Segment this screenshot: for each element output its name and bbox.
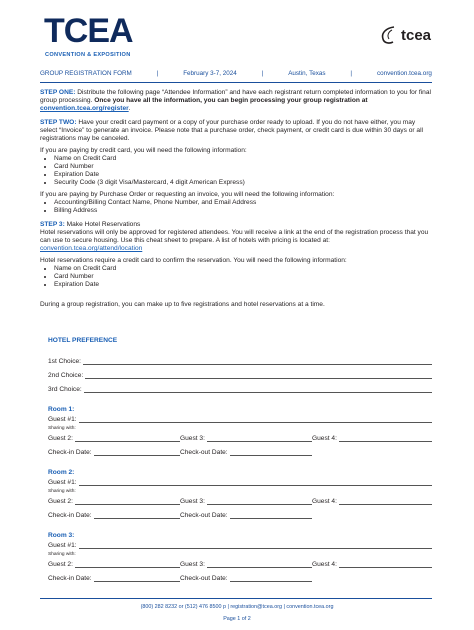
room-1-checkin-field[interactable]: [94, 449, 180, 456]
choice-3-field[interactable]: [84, 386, 432, 393]
guest2-label: Guest 2:: [48, 561, 73, 568]
list-item: • Accounting/Billing Contact Name, Phone Number, and Email Address: [54, 199, 432, 207]
credit-card-intro: If you are paying by credit card, you will need the following information:: [40, 147, 247, 154]
hotel-list-link[interactable]: convention.tcea.org/attend/location: [40, 245, 143, 252]
checkout-cell: [180, 575, 312, 582]
room-2-guest1-field[interactable]: [79, 479, 432, 486]
step-three-text: Hotel reservations will only be approved for registered attendees. You will receive a link at the end of the registration process that you can use to secure housing. Use this cheat sheet to prepare. A list of hotels with pricing is located at:: [40, 229, 429, 244]
guest3-cell: [180, 561, 312, 568]
room-2-checkin-field[interactable]: [94, 512, 180, 519]
choice-label: 3rd Choice:: [48, 386, 82, 393]
guest4-cell: [312, 435, 432, 442]
hotel-reqs-intro: Hotel reservations require a credit card to confirm the reservation. You will need the following information:: [40, 257, 347, 264]
list-item: • Billing Address: [54, 207, 432, 215]
room-1-guest2-field[interactable]: [75, 435, 180, 442]
step-three-title: Make Hotel Reservations: [64, 221, 141, 228]
dates-row: [48, 568, 432, 582]
guest2-cell: [48, 561, 180, 568]
guests-row: [48, 557, 432, 568]
guest4-label: Guest 4:: [312, 435, 337, 442]
list-item: • Card Number: [54, 163, 432, 171]
header-divider: [40, 82, 432, 83]
checkin-cell: [48, 449, 180, 456]
room-1-guest4-field[interactable]: [339, 435, 432, 442]
tcea-logo: TCEA: [44, 12, 133, 50]
step-three-label: STEP 3:: [40, 221, 65, 228]
group-note: During a group registration, you can make up to five registrations and hotel reservations at a time.: [40, 301, 325, 308]
checkout-label: Check-out Date:: [180, 512, 228, 519]
room-3-guest3-field[interactable]: [207, 561, 312, 568]
choice-row: [48, 379, 432, 393]
footer-contact: (800) 282 8232 or (512) 476 8500 p | registration@tcea.org | convention.tcea.org: [140, 604, 334, 610]
guest3-cell: [180, 435, 312, 442]
purchase-order-list: [40, 199, 432, 215]
step-three: [40, 221, 432, 253]
event-location: Austin, Texas: [288, 70, 326, 77]
form-name: GROUP REGISTRATION FORM: [40, 70, 132, 77]
guest4-cell: [312, 561, 432, 568]
checkin-label: Check-in Date:: [48, 512, 92, 519]
info-bar: [40, 70, 432, 77]
room-2-guest3-field[interactable]: [207, 498, 312, 505]
page-number: Page 1 of 2: [223, 616, 251, 622]
guest1-label: Guest #1:: [48, 479, 77, 486]
guest2-label: Guest 2:: [48, 435, 73, 442]
choice-2-field[interactable]: [85, 372, 432, 379]
brand-right-text: tcea: [401, 26, 432, 44]
room-3-guest4-field[interactable]: [339, 561, 432, 568]
step-one-label: STEP ONE:: [40, 89, 76, 96]
room-3-title: Room 3:: [48, 532, 75, 539]
guests-row: [48, 494, 432, 505]
footer-divider: [40, 598, 432, 599]
room-2-guest2-field[interactable]: [75, 498, 180, 505]
list-item: • Expiration Date: [54, 281, 432, 289]
sharing-label: Sharing with:: [48, 426, 76, 431]
checkout-label: Check-out Date:: [180, 575, 228, 582]
step-two: [40, 119, 432, 143]
hotel-preference-title: HOTEL PREFERENCE: [48, 337, 118, 344]
room-3-checkin-field[interactable]: [94, 575, 180, 582]
logo-subtitle: CONVENTION & EXPOSITION: [45, 52, 131, 58]
tcea-brand-mark: [378, 24, 431, 46]
guest3-cell: [180, 498, 312, 505]
guest3-label: Guest 3:: [180, 435, 205, 442]
hotel-form: [48, 337, 432, 582]
hotel-reqs-list: [40, 265, 432, 289]
guest2-label: Guest 2:: [48, 498, 73, 505]
guest3-label: Guest 3:: [180, 561, 205, 568]
checkout-label: Check-out Date:: [180, 449, 228, 456]
sharing-label: Sharing with:: [48, 552, 76, 557]
list-item: • Name on Credit Card: [54, 155, 432, 163]
dates-row: [48, 505, 432, 519]
guest4-cell: [312, 498, 432, 505]
checkout-cell: [180, 449, 312, 456]
checkin-cell: [48, 575, 180, 582]
step-two-label: STEP TWO:: [40, 119, 77, 126]
guest1-row: [48, 476, 432, 486]
room-3-guest2-field[interactable]: [75, 561, 180, 568]
choice-label: 1st Choice:: [48, 358, 81, 365]
choice-label: 2nd Choice:: [48, 372, 84, 379]
choice-1-field[interactable]: [83, 358, 432, 365]
event-website: convention.tcea.org: [376, 70, 432, 77]
room-1-checkout-field[interactable]: [230, 449, 312, 456]
list-item: • Security Code (3 digit Visa/Mastercard, 4 digit American Express): [54, 179, 432, 187]
room-2-guest4-field[interactable]: [339, 498, 432, 505]
swoosh-icon: [378, 24, 400, 46]
purchase-order-intro: If you are paying by Purchase Order or requesting an invoice, you will need the following information:: [40, 191, 335, 198]
step-one: [40, 89, 432, 113]
guest2-cell: [48, 498, 180, 505]
choice-row: [48, 351, 432, 365]
room-3-guest1-field[interactable]: [79, 542, 432, 549]
register-link[interactable]: convention.tcea.org/register: [40, 105, 129, 112]
guest3-label: Guest 3:: [180, 498, 205, 505]
guest1-label: Guest #1:: [48, 542, 77, 549]
guest2-cell: [48, 435, 180, 442]
guest1-label: Guest #1:: [48, 416, 77, 423]
guests-row: [48, 431, 432, 442]
separator: |: [156, 70, 159, 77]
guest4-label: Guest 4:: [312, 561, 337, 568]
checkin-cell: [48, 512, 180, 519]
guest4-label: Guest 4:: [312, 498, 337, 505]
sharing-label: Sharing with:: [48, 489, 76, 494]
step-one-end: .: [128, 105, 131, 112]
list-item: • Name on Credit Card: [54, 265, 432, 273]
credit-card-list: [40, 155, 432, 187]
room-1-title: Room 1:: [48, 406, 75, 413]
checkin-label: Check-in Date:: [48, 449, 92, 456]
separator: |: [261, 70, 264, 77]
step-one-text: Distribute the following page “Attendee Information” and have each registrant return completed information to you for final group processing.: [40, 89, 431, 104]
event-dates: February 3-7, 2024: [183, 70, 237, 77]
room-3-checkout-field[interactable]: [230, 575, 312, 582]
step-two-text: Have your credit card payment or a copy of your purchase order ready to upload. If you do not have either, you may select “Invoice” to generate an invoice. Please note that a purchase order, check payment, or credit card is due within 30 days or all registrations may be canceled.: [40, 119, 424, 142]
list-item: • Card Number: [54, 273, 432, 281]
instructions: [40, 89, 432, 313]
separator: |: [350, 70, 353, 77]
guest1-row: [48, 539, 432, 549]
list-item: • Expiration Date: [54, 171, 432, 179]
room-2-title: Room 2:: [48, 469, 75, 476]
checkin-label: Check-in Date:: [48, 575, 92, 582]
step-one-bold: Once you have all the information, you can begin processing your group registration at: [94, 97, 368, 104]
guest1-row: [48, 413, 432, 423]
checkout-cell: [180, 512, 312, 519]
room-2-checkout-field[interactable]: [230, 512, 312, 519]
choice-row: [48, 365, 432, 379]
room-1-guest1-field[interactable]: [79, 416, 432, 423]
room-1-guest3-field[interactable]: [207, 435, 312, 442]
dates-row: [48, 442, 432, 456]
